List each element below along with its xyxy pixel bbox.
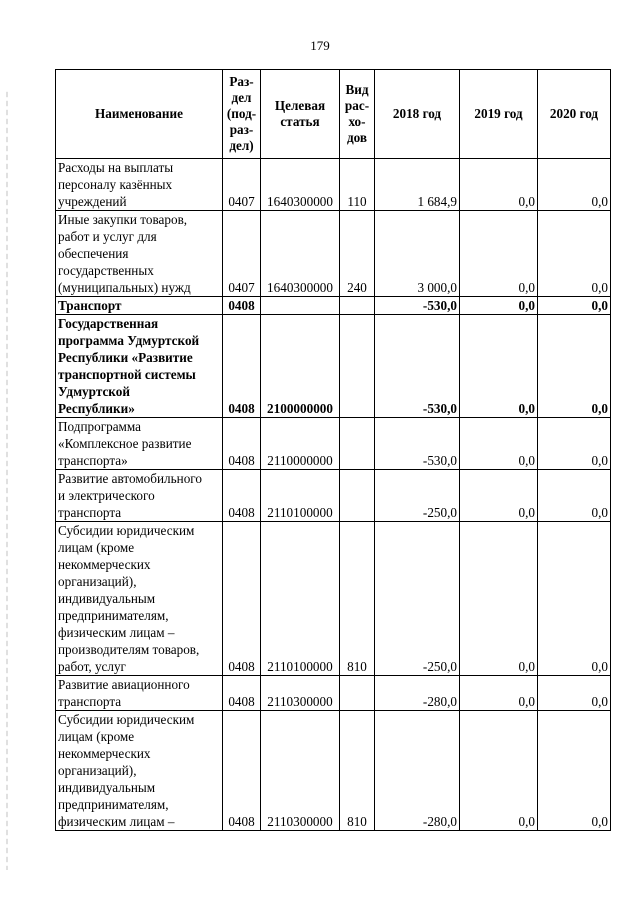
row-section: 0408 [223, 297, 261, 315]
table-row [56, 470, 611, 522]
row-name-line: Иные закупки товаров, [58, 212, 188, 227]
row-name-line: транспорта» [58, 453, 128, 468]
row-type: 810 [340, 711, 375, 831]
table-header-row [56, 70, 611, 159]
header-name: Наименование [56, 70, 223, 159]
row-section: 0407 [223, 159, 261, 211]
row-name-line: предпринимателям, [58, 608, 169, 623]
row-2020: 0,0 [538, 159, 611, 211]
row-name [56, 418, 223, 470]
row-name-line: транспортной системы [58, 367, 196, 382]
row-type [340, 470, 375, 522]
header-line: статья [280, 114, 320, 129]
row-2018: -250,0 [375, 470, 460, 522]
row-section: 0407 [223, 211, 261, 297]
row-name-line: индивидуальным [58, 780, 156, 795]
row-target: 2110100000 [261, 522, 340, 676]
row-type [340, 418, 375, 470]
header-line: хо- [348, 114, 366, 129]
row-name-line: производителям товаров, [58, 642, 200, 657]
row-name [56, 470, 223, 522]
row-name [56, 211, 223, 297]
row-target [261, 297, 340, 315]
row-name [56, 297, 223, 315]
row-name-line: физическим лицам – [58, 625, 175, 640]
header-line: дел) [229, 138, 254, 153]
row-2018: -280,0 [375, 711, 460, 831]
row-2020: 0,0 [538, 676, 611, 711]
row-target: 2100000000 [261, 315, 340, 418]
header-line: рас- [344, 98, 370, 113]
table-row [56, 711, 611, 831]
row-name-line: и электрического [58, 488, 155, 503]
row-name-line: Развитие автомобильного [58, 471, 202, 486]
table-row [56, 159, 611, 211]
row-name-line: индивидуальным [58, 591, 156, 606]
header-2019: 2019 год [460, 70, 538, 159]
row-target: 2110300000 [261, 711, 340, 831]
header-target [261, 70, 340, 159]
row-type: 110 [340, 159, 375, 211]
row-2020: 0,0 [538, 418, 611, 470]
table-row [56, 418, 611, 470]
row-name-line: лицам (кроме [58, 729, 135, 744]
row-2020: 0,0 [538, 211, 611, 297]
row-name [56, 676, 223, 711]
row-section: 0408 [223, 315, 261, 418]
row-2018: 3 000,0 [375, 211, 460, 297]
table-row [56, 297, 611, 315]
header-line: дел [231, 90, 252, 105]
row-name-line: предпринимателям, [58, 797, 169, 812]
row-2019: 0,0 [460, 711, 538, 831]
header-section [223, 70, 261, 159]
row-name-line: Подпрограмма [58, 419, 142, 434]
row-section: 0408 [223, 418, 261, 470]
row-type [340, 315, 375, 418]
row-name-line: (муниципальных) нужд [58, 280, 191, 295]
row-name-line: транспорта [58, 505, 122, 520]
row-name-line: Субсидии юридическим [58, 523, 195, 538]
row-target: 1640300000 [261, 211, 340, 297]
row-type [340, 297, 375, 315]
row-2019: 0,0 [460, 676, 538, 711]
table-row [56, 211, 611, 297]
row-2019: 0,0 [460, 211, 538, 297]
row-2018: -530,0 [375, 315, 460, 418]
row-name-line: обеспечения [58, 246, 129, 261]
row-target: 2110000000 [261, 418, 340, 470]
row-2018: -530,0 [375, 297, 460, 315]
row-name-line: физическим лицам – [58, 814, 175, 829]
scan-edge-artifact [6, 90, 8, 870]
row-name-line: Республики «Развитие [58, 350, 193, 365]
row-2020: 0,0 [538, 711, 611, 831]
row-name-line: персоналу казённых [58, 177, 173, 192]
budget-table [55, 69, 611, 831]
row-type: 240 [340, 211, 375, 297]
row-2018: -280,0 [375, 676, 460, 711]
row-2020: 0,0 [538, 297, 611, 315]
row-2019: 0,0 [460, 470, 538, 522]
row-name-line: Субсидии юридическим [58, 712, 195, 727]
header-line: (под- [226, 106, 257, 121]
row-target: 2110100000 [261, 470, 340, 522]
row-2018: 1 684,9 [375, 159, 460, 211]
header-line: Вид [345, 82, 369, 97]
row-name-line: Республики» [58, 401, 135, 416]
row-name-line: некоммерческих [58, 557, 151, 572]
row-2019: 0,0 [460, 522, 538, 676]
table-row [56, 522, 611, 676]
row-name-line: программа Удмуртской [58, 333, 200, 348]
row-2019: 0,0 [460, 297, 538, 315]
table-row [56, 676, 611, 711]
header-line: дов [346, 130, 368, 145]
row-2018: -250,0 [375, 522, 460, 676]
row-target: 1640300000 [261, 159, 340, 211]
row-name-line: организаций), [58, 763, 137, 778]
row-name-line: лицам (кроме [58, 540, 135, 555]
header-line: Целевая [274, 98, 326, 113]
row-name-line: государственных [58, 263, 154, 278]
header-line: раз- [229, 122, 254, 137]
row-2020: 0,0 [538, 522, 611, 676]
row-2020: 0,0 [538, 315, 611, 418]
row-name [56, 315, 223, 418]
header-line: Раз- [229, 74, 254, 89]
row-name [56, 159, 223, 211]
row-name-line: Развитие авиационного [58, 677, 190, 692]
row-section: 0408 [223, 522, 261, 676]
row-2020: 0,0 [538, 470, 611, 522]
row-name [56, 711, 223, 831]
header-type [340, 70, 375, 159]
page-number: 179 [310, 38, 330, 53]
row-section: 0408 [223, 676, 261, 711]
row-name-line: Расходы на выплаты [58, 160, 174, 175]
header-2020: 2020 год [538, 70, 611, 159]
row-name-line: «Комплексное развитие [58, 436, 192, 451]
row-name [56, 522, 223, 676]
row-2019: 0,0 [460, 315, 538, 418]
row-type [340, 676, 375, 711]
row-name-line: Удмуртской [58, 384, 130, 399]
row-section: 0408 [223, 470, 261, 522]
row-name-line: учреждений [58, 194, 127, 209]
row-name-line: работ и услуг для [58, 229, 157, 244]
table-row [56, 315, 611, 418]
row-2018: -530,0 [375, 418, 460, 470]
row-name-line: Транспорт [58, 298, 122, 313]
row-name-line: транспорта [58, 694, 122, 709]
row-target: 2110300000 [261, 676, 340, 711]
row-name-line: работ, услуг [58, 659, 126, 674]
row-name-line: Государственная [58, 316, 159, 331]
row-name-line: организаций), [58, 574, 137, 589]
row-2019: 0,0 [460, 418, 538, 470]
row-type: 810 [340, 522, 375, 676]
header-2018: 2018 год [375, 70, 460, 159]
row-section: 0408 [223, 711, 261, 831]
row-2019: 0,0 [460, 159, 538, 211]
row-name-line: некоммерческих [58, 746, 151, 761]
